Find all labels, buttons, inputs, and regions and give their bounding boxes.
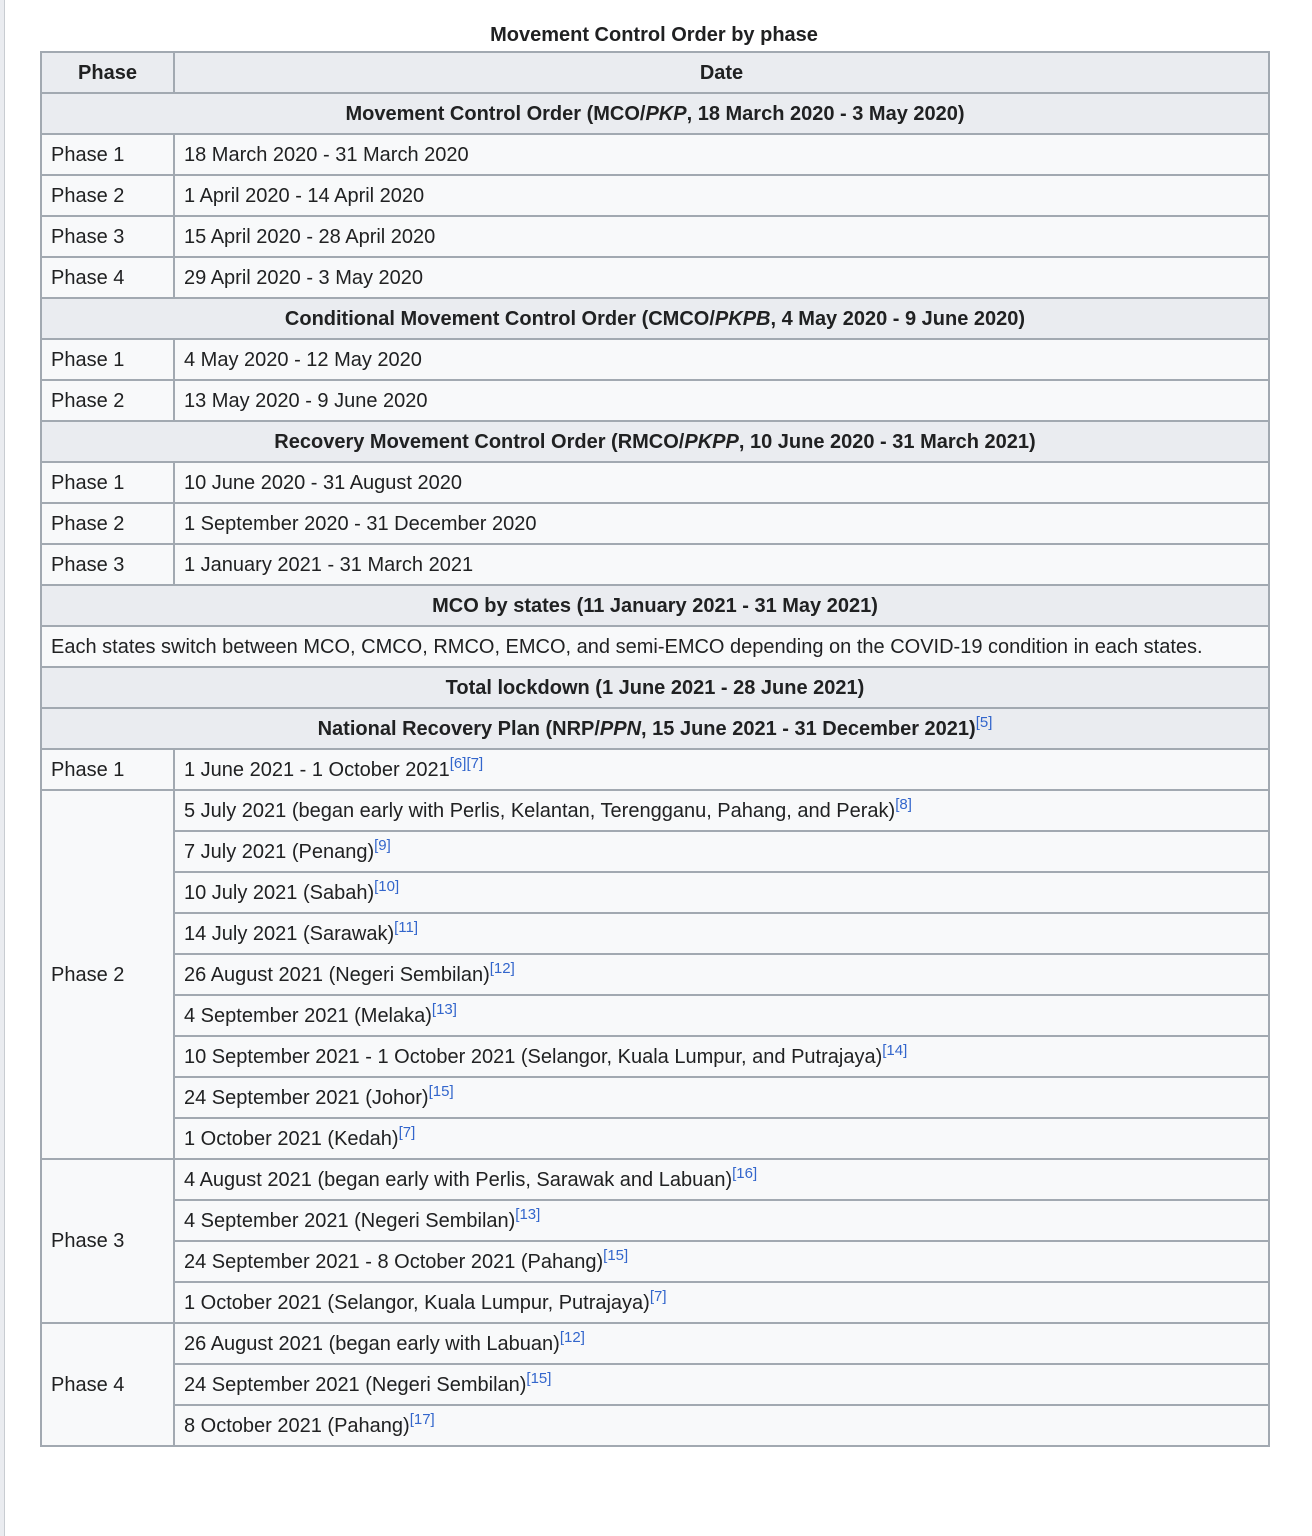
section-title-text: Movement Control Order (MCO/ xyxy=(345,102,646,125)
table-row xyxy=(41,175,1269,216)
phase-cell: Phase 4 xyxy=(41,257,174,298)
section-title-italic: PKPB xyxy=(714,307,771,330)
section-title-text: Recovery Movement Control Order (RMCO/ xyxy=(274,430,685,453)
phase-cell: Phase 3 xyxy=(41,544,174,585)
table-row xyxy=(41,1200,1269,1241)
date-cell xyxy=(174,1159,1269,1200)
reference-link[interactable]: [17] xyxy=(409,1410,435,1428)
section-title-text: , 18 March 2020 - 3 May 2020) xyxy=(686,102,965,125)
phase-cell: Phase 3 xyxy=(41,216,174,257)
table-row xyxy=(41,954,1269,995)
reference-link[interactable]: [7] xyxy=(398,1123,416,1141)
date-cell: 1 April 2020 - 14 April 2020 xyxy=(174,175,1269,216)
column-header-date: Date xyxy=(174,52,1269,93)
date-cell xyxy=(174,1282,1269,1323)
table-row xyxy=(41,1036,1269,1077)
phase-cell: Phase 2 xyxy=(41,503,174,544)
date-cell xyxy=(174,995,1269,1036)
section-header-row xyxy=(41,298,1269,339)
date-cell: 10 June 2020 - 31 August 2020 xyxy=(174,462,1269,503)
date-cell: 15 April 2020 - 28 April 2020 xyxy=(174,216,1269,257)
date-cell xyxy=(174,954,1269,995)
date-text: 1 June 2021 - 1 October 2021 xyxy=(184,758,450,781)
table-row xyxy=(41,503,1269,544)
date-cell xyxy=(174,749,1269,790)
table-row xyxy=(41,1323,1269,1364)
date-cell xyxy=(174,831,1269,872)
table-row xyxy=(41,134,1269,175)
phase-cell: Phase 1 xyxy=(41,134,174,175)
table-row xyxy=(41,257,1269,298)
reference-link[interactable]: [11] xyxy=(394,918,419,936)
section-title-text: National Recovery Plan (NRP/ xyxy=(317,717,600,740)
reference-link[interactable]: [7] xyxy=(649,1287,667,1305)
section-header-cmco xyxy=(41,298,1269,339)
reference-link[interactable]: [9] xyxy=(374,836,391,854)
date-cell: 1 January 2021 - 31 March 2021 xyxy=(174,544,1269,585)
reference-link[interactable]: [6] xyxy=(449,754,467,772)
date-text: 4 September 2021 (Melaka) xyxy=(184,1004,432,1027)
reference-link[interactable]: [16] xyxy=(732,1164,758,1182)
section-title-text: , 10 June 2020 - 31 March 2021) xyxy=(738,430,1036,453)
date-cell xyxy=(174,1364,1269,1405)
reference-link[interactable]: [13] xyxy=(515,1205,541,1223)
date-text: 4 August 2021 (began early with Perlis, Sarawak and Labuan) xyxy=(184,1168,733,1191)
date-cell: 13 May 2020 - 9 June 2020 xyxy=(174,380,1269,421)
table-row xyxy=(41,790,1269,831)
phase-cell: Phase 2 xyxy=(41,175,174,216)
table-row xyxy=(41,913,1269,954)
section-header-row xyxy=(41,93,1269,134)
section-title-italic: PKPP xyxy=(684,430,739,453)
table-row xyxy=(41,1282,1269,1323)
section-header-nrp xyxy=(41,708,1269,749)
table-body xyxy=(41,52,1269,1446)
date-cell: 4 May 2020 - 12 May 2020 xyxy=(174,339,1269,380)
phase-cell: Phase 3 xyxy=(41,1159,174,1323)
phase-cell: Phase 1 xyxy=(41,462,174,503)
section-title-italic: PPN xyxy=(599,717,642,740)
reference-link[interactable]: [12] xyxy=(489,959,515,977)
date-cell xyxy=(174,1405,1269,1446)
table-row xyxy=(41,339,1269,380)
section-header-mco xyxy=(41,93,1269,134)
date-cell xyxy=(174,913,1269,954)
mco-states-note: Each states switch between MCO, CMCO, RMCO, EMCO, and semi-EMCO depending on the COVID-19 condition in each states. xyxy=(41,626,1269,667)
table-row xyxy=(41,872,1269,913)
table-row xyxy=(41,749,1269,790)
date-text: 24 September 2021 - 8 October 2021 (Pahang) xyxy=(184,1250,604,1273)
table-row xyxy=(41,1118,1269,1159)
table-row xyxy=(41,216,1269,257)
section-title-italic: PKP xyxy=(645,102,687,125)
section-header-row xyxy=(41,421,1269,462)
table-row xyxy=(41,995,1269,1036)
reference-link[interactable]: [10] xyxy=(374,877,400,895)
table-row xyxy=(41,1077,1269,1118)
reference-link[interactable]: [5] xyxy=(975,713,993,731)
date-text: 1 October 2021 (Selangor, Kuala Lumpur, Putrajaya) xyxy=(184,1291,650,1314)
date-cell xyxy=(174,1323,1269,1364)
date-text: 26 August 2021 (began early with Labuan) xyxy=(184,1332,560,1355)
section-title-text: Conditional Movement Control Order (CMCO/ xyxy=(284,307,715,330)
table-row xyxy=(41,626,1269,667)
date-cell: 1 September 2020 - 31 December 2020 xyxy=(174,503,1269,544)
date-cell: 18 March 2020 - 31 March 2020 xyxy=(174,134,1269,175)
date-text: 26 August 2021 (Negeri Sembilan) xyxy=(184,963,490,986)
date-cell xyxy=(174,872,1269,913)
left-border xyxy=(0,0,5,1536)
phase-cell: Phase 2 xyxy=(41,790,174,1159)
date-cell: 29 April 2020 - 3 May 2020 xyxy=(174,257,1269,298)
date-text: 5 July 2021 (began early with Perlis, Kelantan, Terengganu, Pahang, and Perak) xyxy=(184,799,896,822)
reference-link[interactable]: [15] xyxy=(428,1082,454,1100)
date-text: 4 September 2021 (Negeri Sembilan) xyxy=(184,1209,516,1232)
reference-link[interactable]: [8] xyxy=(895,795,912,813)
column-header-phase: Phase xyxy=(41,52,174,93)
date-text: 1 October 2021 (Kedah) xyxy=(184,1127,399,1150)
table-row xyxy=(41,544,1269,585)
section-header-total-lockdown: Total lockdown (1 June 2021 - 28 June 2021) xyxy=(41,667,1269,708)
section-header-mco-by-states: MCO by states (11 January 2021 - 31 May 2021) xyxy=(41,585,1269,626)
section-header-rmco xyxy=(41,421,1269,462)
table-row xyxy=(41,1364,1269,1405)
reference-link[interactable]: [12] xyxy=(559,1328,585,1346)
table-row xyxy=(41,1405,1269,1446)
phase-cell: Phase 1 xyxy=(41,339,174,380)
date-cell xyxy=(174,1241,1269,1282)
section-title-text: , 15 June 2021 - 31 December 2021) xyxy=(641,717,976,740)
section-header-row xyxy=(41,708,1269,749)
mco-phase-table xyxy=(40,51,1270,1447)
section-header-row xyxy=(41,667,1269,708)
table-row xyxy=(41,831,1269,872)
date-cell xyxy=(174,1200,1269,1241)
phase-cell: Phase 4 xyxy=(41,1323,174,1446)
date-cell xyxy=(174,1036,1269,1077)
date-text: 24 September 2021 (Johor) xyxy=(184,1086,429,1109)
table-row xyxy=(41,380,1269,421)
date-text: 14 July 2021 (Sarawak) xyxy=(184,922,395,945)
table-caption: Movement Control Order by phase xyxy=(490,24,818,46)
table-row xyxy=(41,1159,1269,1200)
reference-link[interactable]: [7] xyxy=(466,754,484,772)
date-cell xyxy=(174,1118,1269,1159)
section-title-text: , 4 May 2020 - 9 June 2020) xyxy=(770,307,1026,330)
reference-link[interactable]: [13] xyxy=(431,1000,457,1018)
reference-link[interactable]: [15] xyxy=(526,1369,552,1387)
date-text: 10 July 2021 (Sabah) xyxy=(184,881,375,904)
table-row xyxy=(41,462,1269,503)
date-text: 7 July 2021 (Penang) xyxy=(184,840,375,863)
section-header-row xyxy=(41,585,1269,626)
reference-link[interactable]: [15] xyxy=(603,1246,629,1264)
table-row xyxy=(41,1241,1269,1282)
phase-cell: Phase 1 xyxy=(41,749,174,790)
date-text: 10 September 2021 - 1 October 2021 (Selangor, Kuala Lumpur, and Putrajaya) xyxy=(184,1045,883,1068)
reference-link[interactable]: [14] xyxy=(882,1041,908,1059)
date-text: 24 September 2021 (Negeri Sembilan) xyxy=(184,1373,527,1396)
date-cell xyxy=(174,1077,1269,1118)
date-text: 8 October 2021 (Pahang) xyxy=(184,1414,410,1437)
date-cell xyxy=(174,790,1269,831)
header-row xyxy=(41,52,1269,93)
phase-cell: Phase 2 xyxy=(41,380,174,421)
